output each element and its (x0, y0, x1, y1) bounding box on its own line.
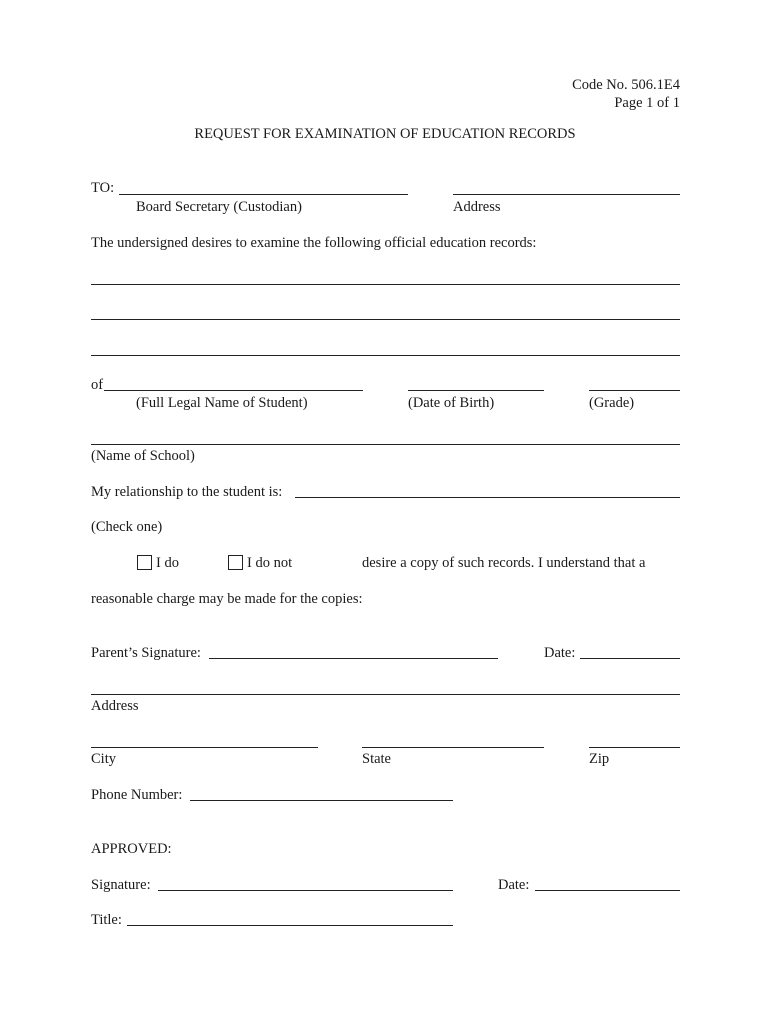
code-number: Code No. 506.1E4 (572, 77, 680, 93)
form-title: REQUEST FOR EXAMINATION OF EDUCATION RECORDS (194, 126, 576, 142)
to-label: TO: (91, 180, 115, 196)
phone-line[interactable] (190, 800, 453, 801)
parent-date-line[interactable] (580, 658, 680, 659)
approved-label: APPROVED: (91, 841, 172, 857)
zip-caption: Zip (589, 751, 610, 767)
i-do-label: I do (156, 555, 179, 571)
parent-signature-line[interactable] (209, 658, 498, 659)
copy-statement-2: reasonable charge may be made for the copies: (91, 591, 363, 607)
student-name-caption: (Full Legal Name of Student) (136, 395, 308, 411)
state-caption: State (362, 751, 391, 767)
page-number: Page 1 of 1 (614, 95, 680, 111)
records-line-1[interactable] (91, 284, 680, 285)
student-name-line[interactable] (104, 390, 363, 391)
state-line[interactable] (362, 747, 544, 748)
dob-line[interactable] (408, 390, 544, 391)
custodian-line[interactable] (119, 194, 408, 195)
i-do-not-checkbox[interactable] (228, 555, 243, 570)
address-caption: Address (453, 199, 501, 215)
address-line[interactable] (453, 194, 680, 195)
parent-address-line[interactable] (91, 694, 680, 695)
school-caption: (Name of School) (91, 448, 195, 464)
dob-caption: (Date of Birth) (408, 395, 495, 411)
of-label: of (91, 377, 104, 393)
grade-line[interactable] (589, 390, 680, 391)
parent-address-caption: Address (91, 698, 139, 714)
relationship-line[interactable] (295, 497, 680, 498)
approval-title-label: Title: (91, 912, 122, 928)
parent-date-label: Date: (544, 645, 576, 661)
records-line-3[interactable] (91, 355, 680, 356)
approval-signature-label: Signature: (91, 877, 151, 893)
records-intro: The undersigned desires to examine the following official education records: (91, 235, 537, 251)
approval-date-label: Date: (498, 877, 530, 893)
school-line[interactable] (91, 444, 680, 445)
copy-statement-1: desire a copy of such records. I understand that a (362, 555, 646, 571)
grade-caption: (Grade) (589, 395, 635, 411)
relationship-label: My relationship to the student is: (91, 484, 283, 500)
city-line[interactable] (91, 747, 318, 748)
i-do-checkbox[interactable] (137, 555, 152, 570)
phone-label: Phone Number: (91, 787, 183, 803)
custodian-caption: Board Secretary (Custodian) (136, 199, 302, 215)
approval-date-line[interactable] (535, 890, 680, 891)
approval-title-line[interactable] (127, 925, 453, 926)
records-line-2[interactable] (91, 319, 680, 320)
approval-signature-line[interactable] (158, 890, 453, 891)
zip-line[interactable] (589, 747, 680, 748)
check-one-label: (Check one) (91, 519, 163, 535)
city-caption: City (91, 751, 116, 767)
i-do-not-label: I do not (247, 555, 293, 571)
parent-signature-label: Parent’s Signature: (91, 645, 201, 661)
